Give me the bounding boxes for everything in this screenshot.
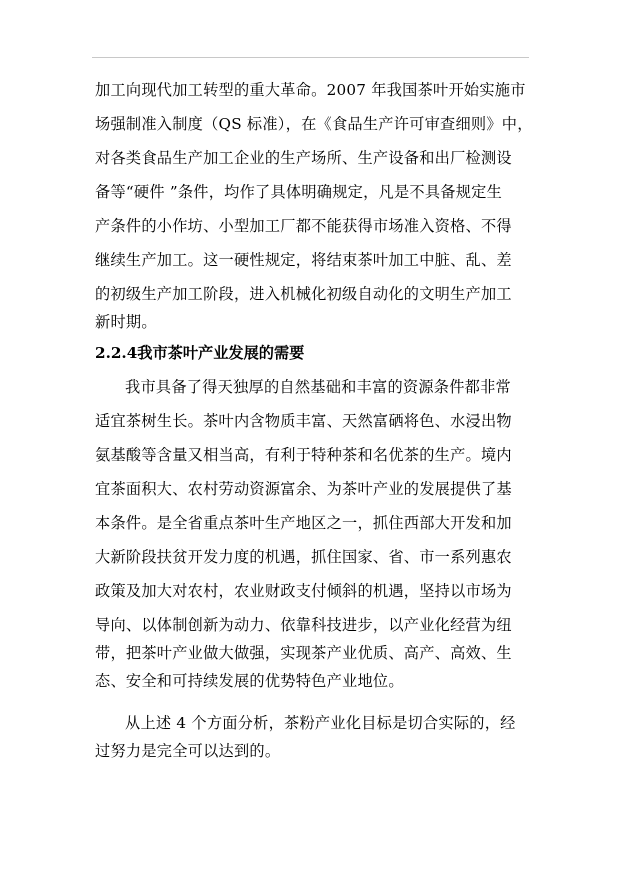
paragraph-2-line-8: 导向、以体制创新为动力、依靠科技进步，以产业化经营为纽 [95, 616, 512, 634]
paragraph-1-line-4: 备等“硬件 ”条件，均作了具体明确规定，凡是不具备规定生 [95, 183, 503, 201]
paragraph-1-line-2: 场强制准入制度（QS 标准），在《食品生产许可审查细则》中， [95, 115, 533, 133]
paragraph-2-line-7: 政策及加大对农村，农业财政支付倾斜的机遇，坚持以市场为 [95, 582, 512, 600]
paragraph-2-line-4: 宜茶面积大、农村劳动资源富余、为茶叶产业的发展提供了基 [95, 480, 512, 498]
paragraph-2-line-9: 带，把茶叶产业做大做强，实现茶产业优质、高产、高效、生 [95, 644, 512, 662]
paragraph-2-line-2: 适宜茶树生长。茶叶内含物质丰富、天然富硒将色、水浸出物 [95, 412, 512, 430]
paragraph-2-line-1: 我市具备了得天独厚的自然基础和丰富的资源条件都非常 [125, 378, 511, 396]
section-heading: 2.2.4我市茶叶产业发展的需要 [95, 344, 305, 362]
paragraph-1-line-3: 对各类食品生产加工企业的生产场所、生产设备和出厂检测设 [95, 149, 512, 167]
paragraph-1-line-8: 新时期。 [95, 313, 157, 331]
page-header-rule [92, 57, 529, 58]
paragraph-1-line-5: 产条件的小作坊、小型加工厂都不能获得市场准入资格、不得 [95, 217, 512, 235]
paragraph-1-line-6: 继续生产加工。这一硬性规定，将结束茶叶加工中脏、乱、差 [95, 251, 512, 269]
paragraph-3-line-1: 从上述 4 个方面分析，茶粉产业化目标是切合实际的，经 [125, 714, 516, 732]
paragraph-2-line-3: 氨基酸等含量又相当高，有利于特种茶和名优茶的生产。境内 [95, 446, 512, 464]
paragraph-2-line-6: 大新阶段扶贫开发力度的机遇，抓住国家、省、市一系列惠农 [95, 548, 512, 566]
paragraph-3-line-2: 过努力是完全可以达到的。 [95, 742, 281, 760]
paragraph-1-line-1: 加工向现代加工转型的重大革命。2007 年我国茶叶开始实施市 [95, 81, 526, 99]
paragraph-2-line-10: 态、安全和可持续发展的优势特色产业地位。 [95, 672, 404, 690]
paragraph-1-line-7: 的初级生产加工阶段，进入机械化初级自动化的文明生产加工 [95, 285, 512, 303]
paragraph-2-line-5: 本条件。是全省重点茶叶生产地区之一，抓住西部大开发和加 [95, 514, 512, 532]
